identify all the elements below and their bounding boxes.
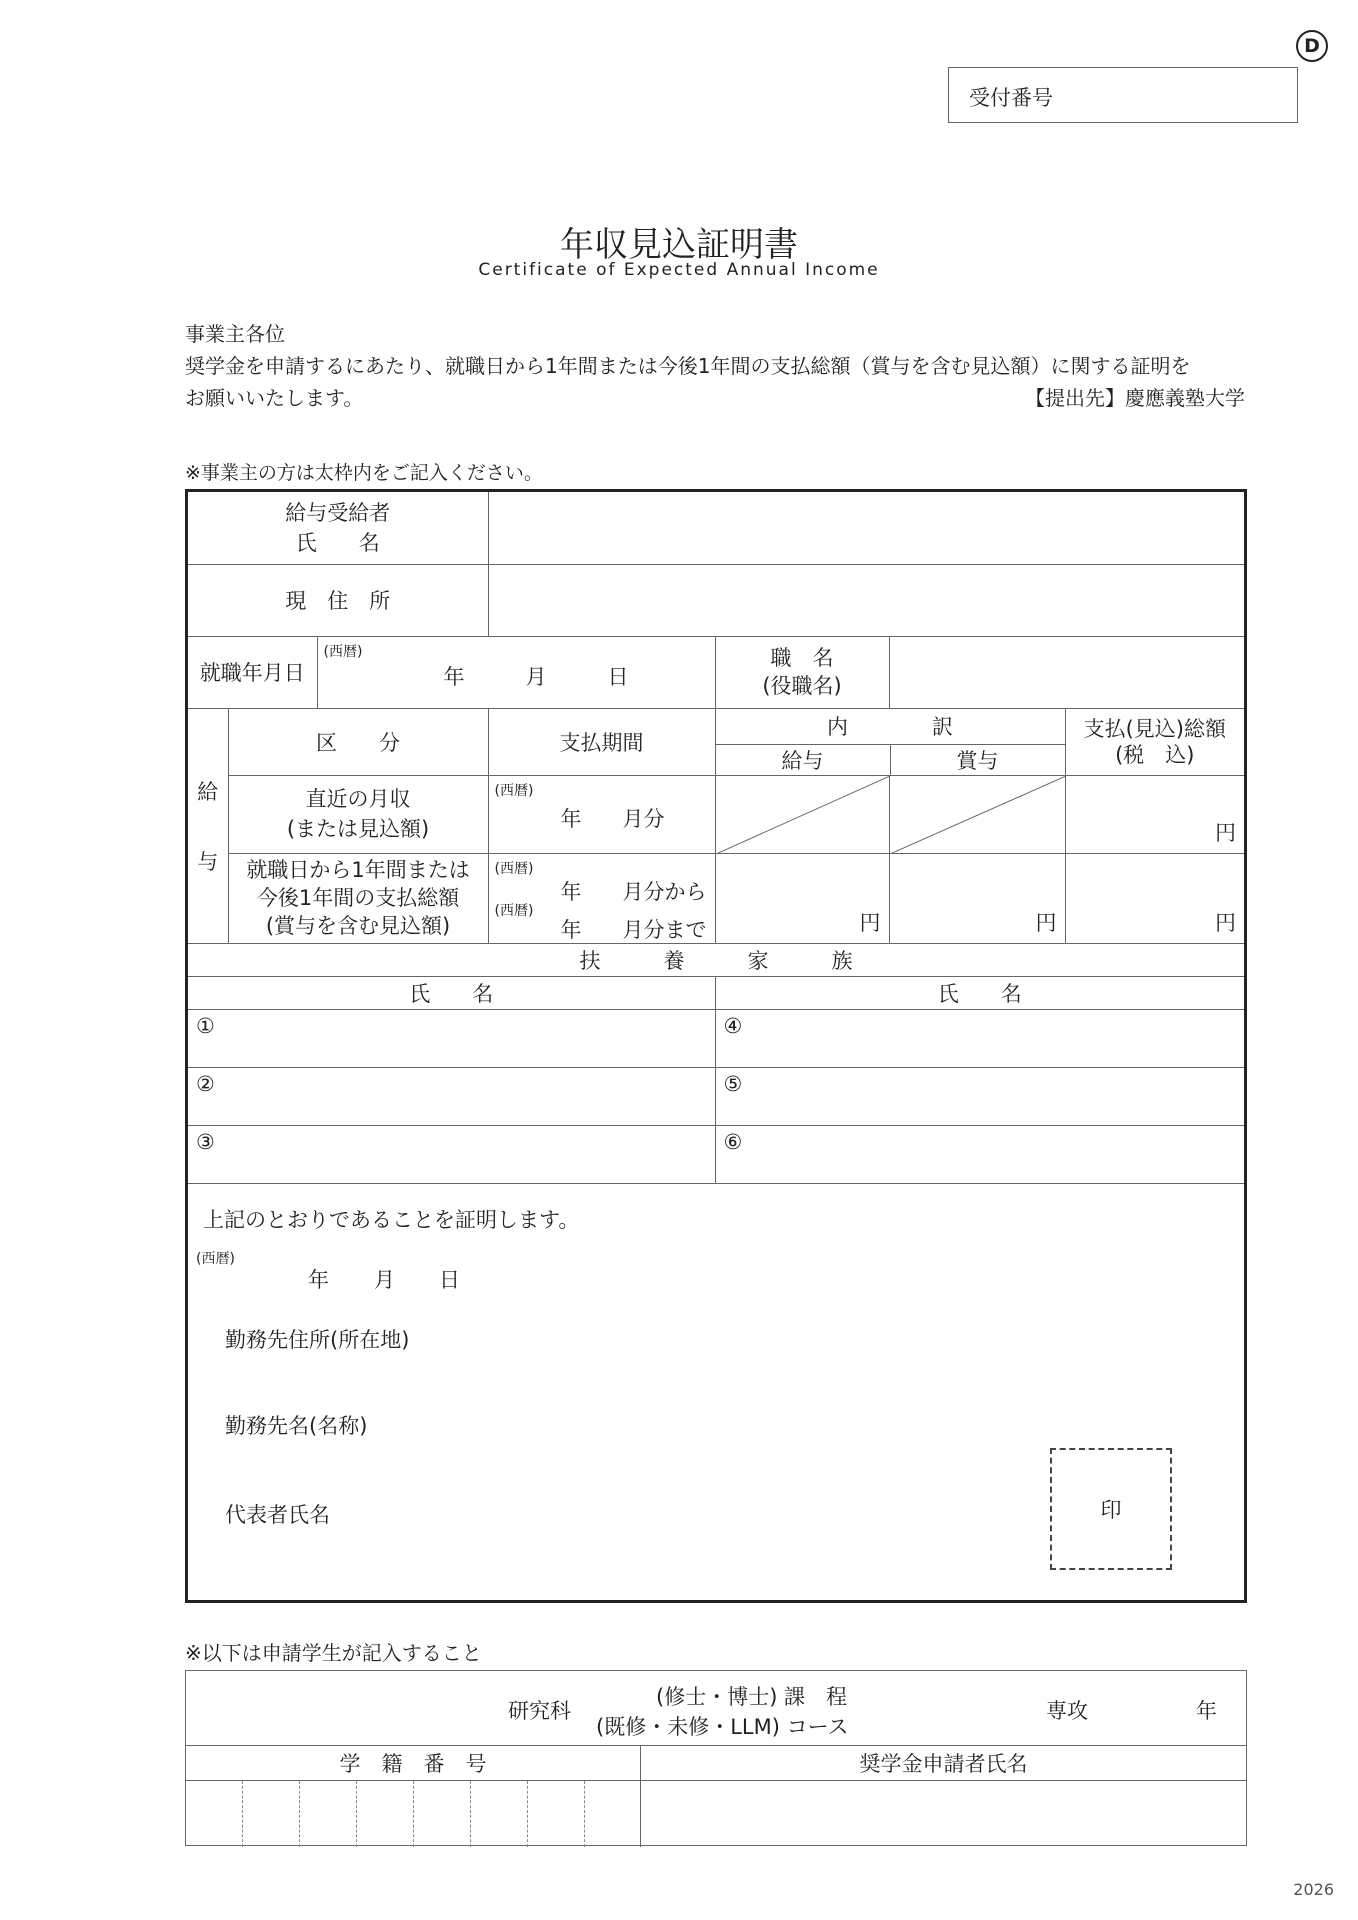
certify-year[interactable]: 年	[308, 1267, 329, 1292]
recipient-name-field[interactable]	[488, 492, 1244, 564]
recent-income-label-2: (または見込額)	[286, 817, 430, 841]
degree-line-1: (修士・博士) 課 程	[656, 1685, 848, 1709]
certification-area	[188, 1184, 1244, 1604]
certify-month[interactable]: 月	[374, 1267, 395, 1292]
job-title-field[interactable]	[889, 636, 1244, 708]
employer-note: ※事業主の方は太枠内をご記入ください。	[185, 462, 543, 484]
degree-line-2: (既修・未修・LLM) コース	[596, 1715, 849, 1739]
recipient-label-1: 給与受給者	[285, 500, 391, 525]
breakdown-text: 内 訳	[827, 715, 954, 739]
dependents-header-text: 扶 養 家 族	[579, 948, 853, 973]
reception-number-label: 受付番号	[969, 86, 1053, 110]
workplace-address-label: 勤務先住所(所在地)	[225, 1327, 410, 1352]
applicant-name-field[interactable]	[641, 1781, 1246, 1847]
address-label-text: 現 住 所	[285, 589, 391, 613]
recent-bonus-slash	[890, 776, 1066, 854]
certify-day[interactable]: 日	[439, 1267, 460, 1292]
dependent-2-num: ②	[196, 1071, 215, 1096]
dependents-name-header-left	[188, 976, 715, 1009]
workplace-name-label: 勤務先名(名称)	[225, 1413, 368, 1438]
student-input-row	[186, 1781, 1246, 1847]
recent-total-field[interactable]	[1065, 775, 1244, 853]
footer-year: 2026	[1293, 1880, 1334, 1899]
dependent-1-field[interactable]	[188, 1009, 715, 1067]
bonus-col-header: 賞与	[956, 748, 999, 773]
dependent-4-field[interactable]	[715, 1009, 1244, 1067]
hire-date-year: 年	[443, 664, 465, 689]
annual-total-yen: 円	[1215, 910, 1237, 935]
recent-bonus-cell	[889, 775, 1065, 853]
recent-salary-slash	[716, 776, 890, 854]
recipient-label-2: 氏 名	[295, 530, 380, 555]
dependent-3-num: ③	[196, 1129, 215, 1154]
dependent-5-field[interactable]	[715, 1067, 1244, 1125]
salary-side-1: 給	[197, 779, 219, 804]
course-row[interactable]	[186, 1671, 1246, 1746]
annual-bonus-yen: 円	[1035, 910, 1057, 935]
job-title-label-1: 職 名	[770, 646, 834, 670]
annual-label-1: 就職日から1年間または	[246, 858, 470, 882]
corner-mark-label: D	[1304, 35, 1320, 57]
certify-text: 上記のとおりであることを証明します。	[203, 1207, 580, 1232]
student-form	[185, 1670, 1247, 1846]
recent-month-of: 月分	[622, 806, 665, 831]
dependent-5-num: ⑤	[723, 1071, 743, 1096]
annual-month-to: 月分まで	[622, 917, 707, 942]
student-number-field[interactable]	[186, 1781, 641, 1847]
total-header-2: (税 込)	[1115, 742, 1195, 767]
breakdown-header	[715, 708, 1065, 775]
recent-income-label	[228, 775, 488, 853]
dependents-name-header-right	[715, 976, 1244, 1009]
page-subtitle: Certificate of Expected Annual Income	[478, 260, 880, 280]
seal-box[interactable]	[1050, 1448, 1172, 1570]
annual-total-label	[228, 853, 488, 943]
certify-seireki: (西暦)	[196, 1250, 235, 1267]
annual-label-3: (賞与を含む見込額)	[265, 914, 451, 938]
annual-from-year: 年	[560, 879, 582, 904]
major-label: 専攻	[1046, 1699, 1088, 1723]
dependents-header	[188, 943, 1244, 976]
dependent-3-field[interactable]	[188, 1125, 715, 1183]
applicant-name-header: 奨学金申請者氏名	[859, 1752, 1028, 1776]
graduate-school-label: 研究科	[508, 1699, 571, 1723]
annual-month-from: 月分から	[622, 879, 707, 904]
annual-to-year: 年	[560, 917, 582, 942]
hire-date-label	[188, 636, 317, 708]
annual-period[interactable]	[488, 853, 715, 943]
corner-mark-d	[1296, 30, 1328, 62]
annual-from-seireki: (西暦)	[494, 860, 534, 877]
dependent-4-num: ④	[723, 1013, 743, 1038]
hire-date-field[interactable]	[317, 636, 715, 708]
category-header	[228, 708, 488, 775]
annual-label-2: 今後1年間の支払総額	[256, 886, 460, 910]
total-header	[1065, 708, 1244, 775]
salary-col-header: 給与	[781, 748, 824, 773]
recent-seireki: (西暦)	[494, 782, 534, 799]
category-header-text: 区 分	[316, 730, 401, 755]
total-header-1: 支払(見込)総額	[1083, 716, 1226, 741]
annual-to-seireki: (西暦)	[494, 902, 534, 919]
representative-label: 代表者氏名	[225, 1502, 330, 1527]
recent-total-yen: 円	[1215, 820, 1237, 845]
employer-form-table	[188, 492, 1244, 1184]
submit-to: 【提出先】慶應義塾大学	[1025, 386, 1245, 410]
seal-label: 印	[1100, 1497, 1122, 1522]
dependent-1-num: ①	[196, 1013, 215, 1038]
recipient-name-label	[188, 492, 488, 564]
salutation: 事業主各位	[185, 322, 285, 346]
name-col-right: 氏 名	[937, 981, 1022, 1006]
hire-date-seireki: (西暦)	[323, 643, 363, 660]
employer-form	[185, 489, 1247, 1603]
student-year-label: 年	[1196, 1699, 1217, 1723]
salary-side-2: 与	[197, 849, 219, 874]
address-label	[188, 564, 488, 636]
dependent-6-field[interactable]	[715, 1125, 1244, 1183]
dependent-6-num: ⑥	[723, 1129, 743, 1154]
pay-period-header	[488, 708, 715, 775]
annual-bonus-field[interactable]	[889, 853, 1065, 943]
pay-period-header-text: 支払期間	[559, 730, 644, 755]
address-field[interactable]	[488, 564, 1244, 636]
page-title: 年収見込証明書	[560, 225, 798, 265]
intro-line-1: 奨学金を申請するにあたり、就職日から1年間または今後1年間の支払総額（賞与を含む見込額）に関する証明を	[185, 354, 1191, 378]
job-title-label-2: (役職名)	[762, 674, 842, 698]
recent-year: 年	[560, 806, 582, 831]
job-title-label	[715, 636, 889, 708]
salary-side-label	[188, 708, 228, 943]
student-header-row	[186, 1746, 1246, 1781]
name-col-left: 氏 名	[409, 981, 494, 1006]
recent-income-period[interactable]	[488, 775, 715, 853]
annual-salary-yen: 円	[859, 910, 881, 935]
hire-date-label-text: 就職年月日	[199, 661, 305, 685]
intro-line-2: お願いいたします。	[185, 386, 364, 410]
student-note: ※以下は申請学生が記入すること	[185, 1641, 482, 1665]
student-number-header: 学 籍 番 号	[339, 1752, 487, 1776]
hire-date-month: 月	[525, 664, 547, 689]
dependent-2-field[interactable]	[188, 1067, 715, 1125]
hire-date-day: 日	[607, 664, 629, 689]
annual-salary-field[interactable]	[715, 853, 889, 943]
recent-salary-cell	[715, 775, 889, 853]
annual-total-field[interactable]	[1065, 853, 1244, 943]
reception-number-box[interactable]	[948, 67, 1298, 123]
recent-income-label-1: 直近の月収	[305, 787, 411, 811]
